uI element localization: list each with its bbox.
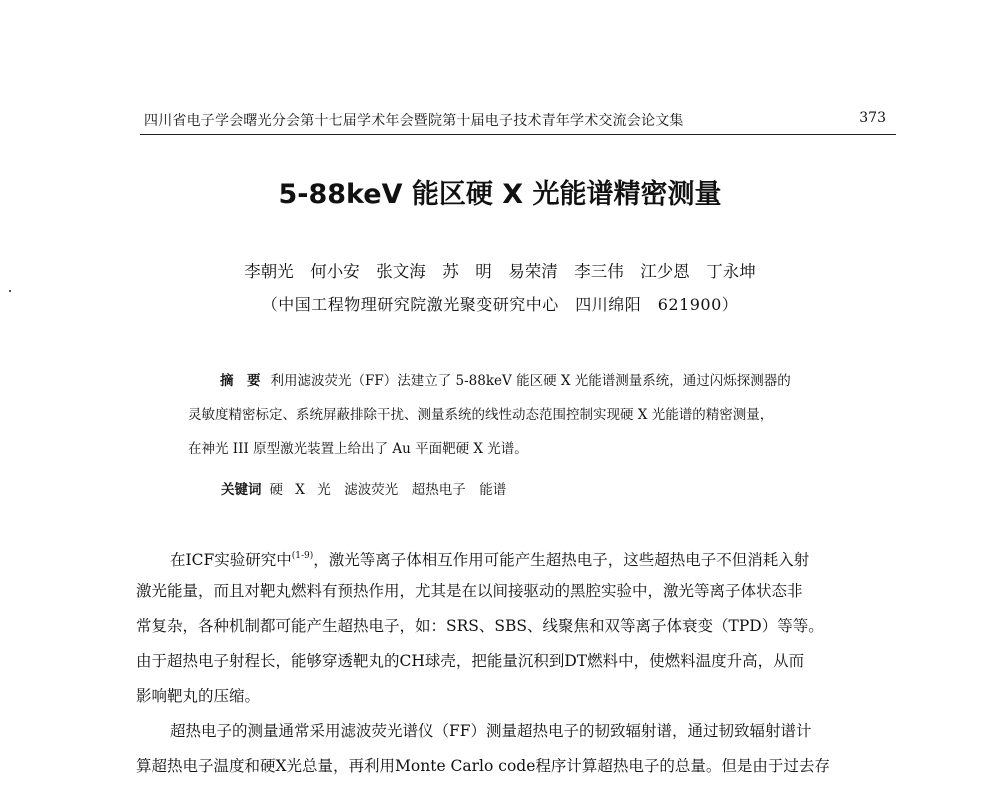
abstract-label: 摘 要 — [220, 373, 261, 389]
body-text-span: ，激光等离子体相互作用可能产生超热电子，这些超热电子不但消耗入射 — [313, 551, 810, 569]
affiliation: （中国工程物理研究院激光聚变研究中心 四川绵阳 621900） — [261, 295, 739, 314]
keywords — [221, 478, 506, 498]
body-text-span: 在ICF实验研究中 — [170, 551, 292, 569]
abstract-text: 利用滤波荧光（FF）法建立了 5-88keV 能区硬 X 光能谱测量系统，通过闪烁探测器的 — [270, 373, 791, 389]
abstract — [188, 370, 858, 472]
paragraph-line: 由于超热电子射程长，能够穿透靶丸的CH球壳，把能量沉积到DT燃料中，使燃料温度升高，从而 — [136, 652, 805, 670]
body-text — [136, 544, 896, 789]
page-number: 373 — [859, 110, 886, 126]
journal-name: 四川省电子学会曙光分会第十七届学术年会暨院第十届电子技术青年学术交流会论文集 — [144, 113, 684, 129]
citation-ref: (1-9) — [291, 551, 314, 561]
paragraph-line: 常复杂，各种机制都可能产生超热电子，如：SRS、SBS、线聚焦和双等离子体衰变（TPD）等等。 — [136, 617, 824, 635]
author-list: 李朝光 何小安 张文海 苏 明 易荣清 李三伟 江少恩 丁永坤 — [244, 262, 756, 281]
paragraph-line: 超热电子的测量通常采用滤波荧光谱仪（FF）测量超热电子的韧致辐射谱，通过韧致辐射谱计 — [170, 722, 812, 740]
keywords-text: 硬 X 光 滤波荧光 超热电子 能谱 — [269, 482, 507, 498]
abstract-line: 在神光 III 原型激光装置上给出了 Au 平面靶硬 X 光谱。 — [188, 441, 528, 457]
paragraph-line — [136, 544, 896, 579]
running-header — [140, 108, 896, 135]
paragraph-line: 激光能量，而且对靶丸燃料有预热作用，尤其是在以间接驱动的黑腔实验中，激光等离子体状态非 — [136, 582, 803, 600]
paragraph-line: 影响靶丸的压缩。 — [136, 687, 261, 705]
paragraph-line: 算超热电子温度和硬X光总量，再利用Monte Carlo code程序计算超热电子的总量。但是由于过去存 — [136, 757, 830, 775]
keywords-label: 关键词 — [221, 482, 262, 498]
abstract-line — [188, 370, 858, 404]
paper-title: 5-88keV 能区硬 X 光能谱精密测量 — [278, 179, 722, 210]
abstract-line: 灵敏度精密标定、系统屏蔽排除干扰、测量系统的线性动态范围控制实现硬 X 光能谱的精密测量， — [188, 407, 774, 423]
